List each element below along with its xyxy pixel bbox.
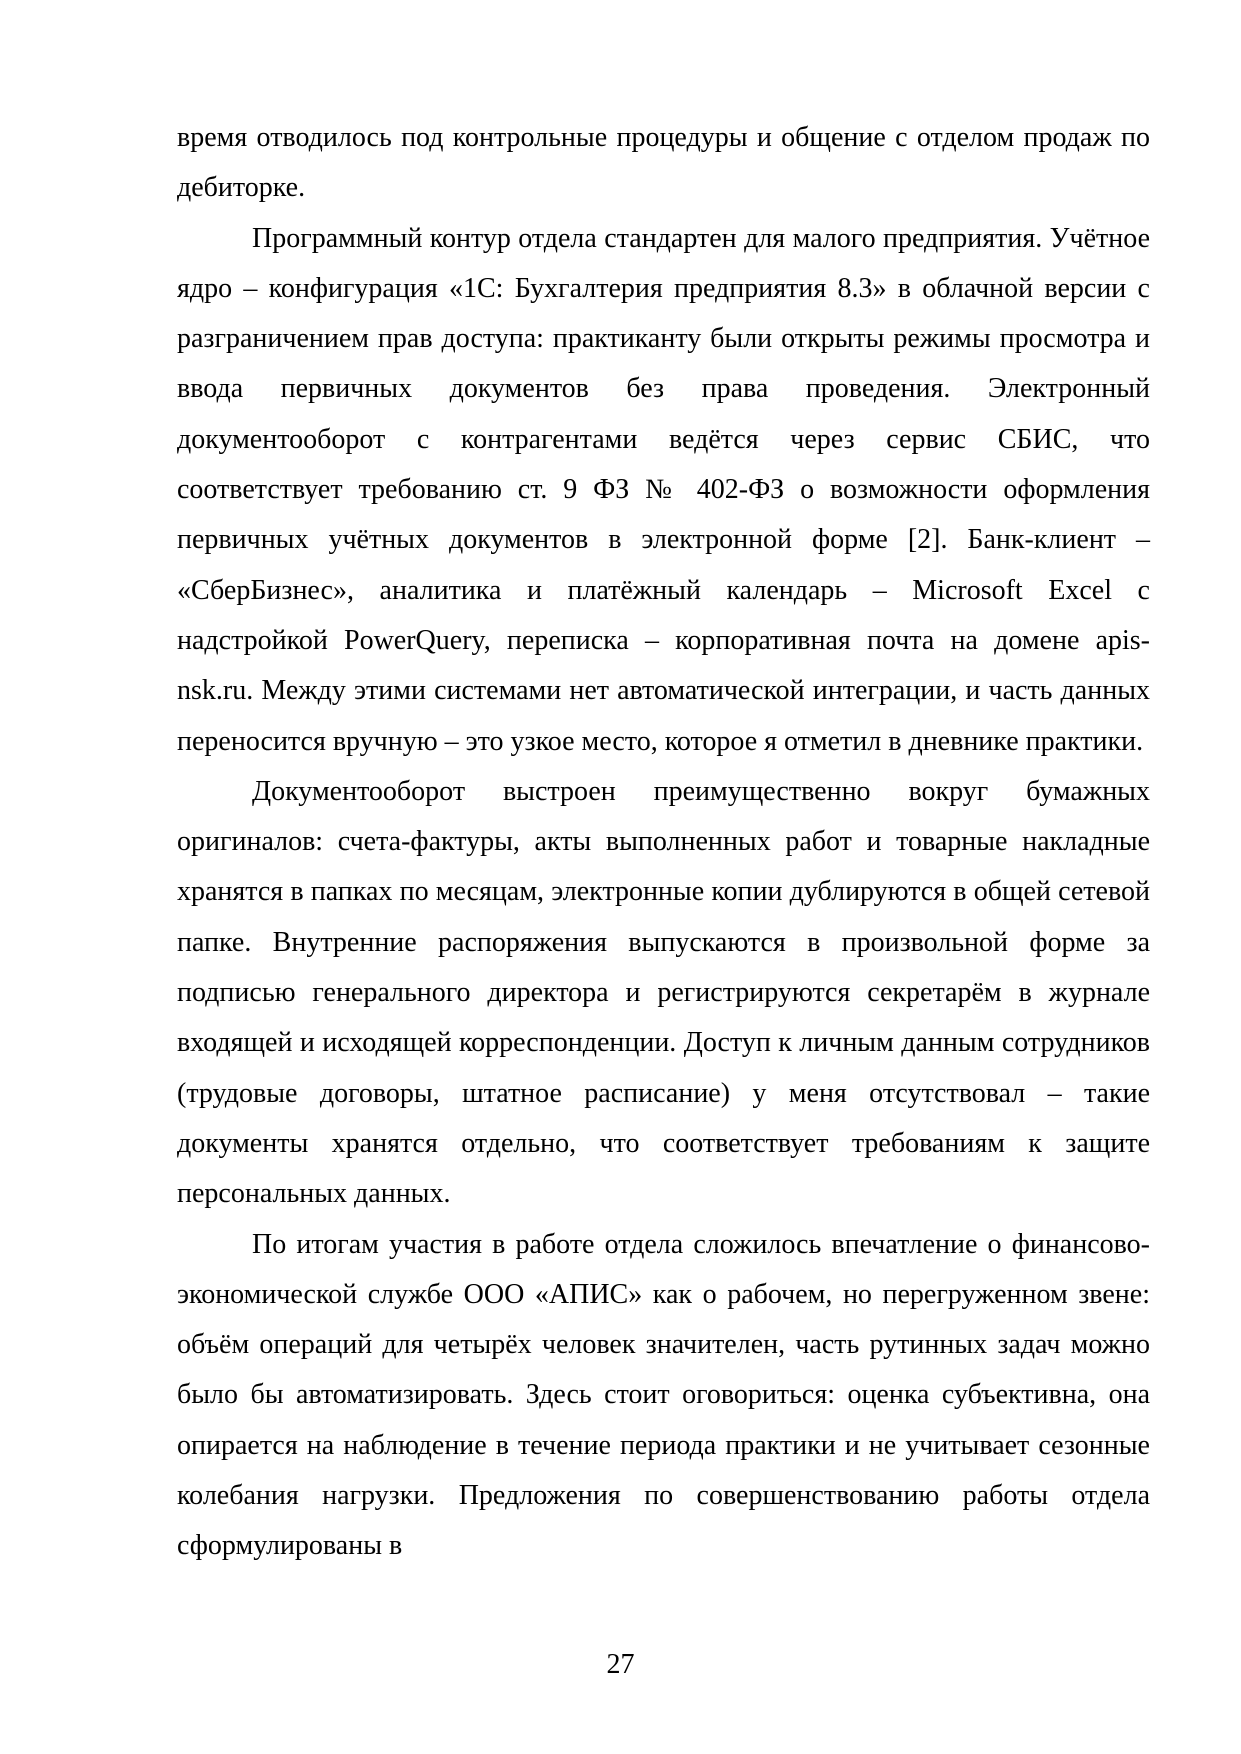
paragraph-conclusion: По итогам участия в работе отдела сложилось впечатление о финансово-экономической службе ООО «АПИС» как о рабочем, но перегруженном звене: объём операций для четырёх человек значителен, часть рутинных задач можно было бы автоматизировать. Здесь стоит оговориться: оценка субъективна, она опирается на наблюдение в течение периода практики и не учитывает сезонные колебания нагрузки. Предложения по совершенствованию работы отдела сформулированы в <box>177 1228 1150 1562</box>
document-body <box>177 113 1150 1572</box>
paragraph-continuation: время отводилось под контрольные процедуры и общение с отделом продаж по дебиторке. <box>177 122 1150 204</box>
paragraph-document-flow: Документооборот выстроен преимущественно вокруг бумажных оригиналов: счета-фактуры, акты выполненных работ и товарные накладные хранятся в папках по месяцам, электронные копии дублируются в общей сетевой папке. Внутренние распоряжения выпускаются в произвольной форме за подписью генерального директора и регистрируются секретарём в журнале входящей и исходящей корреспонденции. Доступ к личным данным сотрудников (трудовые договоры, штатное расписание) у меня отсутствовал – такие документы хранятся отдельно, что соответствует требованиям к защите персональных данных. <box>177 775 1150 1210</box>
page-number: 27 <box>606 1649 635 1680</box>
paragraph-software: Программный контур отдела стандартен для малого предприятия. Учётное ядро – конфигурация «1С: Бухгалтерия предприятия 8.3» в облачной версии с разграничением прав доступа: практиканту были открыты режимы просмотра и ввода первичных документов без права проведения. Электронный документооборот с контрагентами ведётся через сервис СБИС, что соответствует требованию ст. 9 ФЗ № 402-ФЗ о возможности оформления первичных учётных документов в электронной форме [2]. Банк-клиент – «СберБизнес», аналитика и платёжный календарь – Microsoft Excel с надстройкой PowerQuery, переписка – корпоративная почта на домене apis-nsk.ru. Между этими системами нет автоматической интеграции, и часть данных переносится вручную – это узкое место, которое я отметил в дневнике практики. <box>177 222 1150 757</box>
